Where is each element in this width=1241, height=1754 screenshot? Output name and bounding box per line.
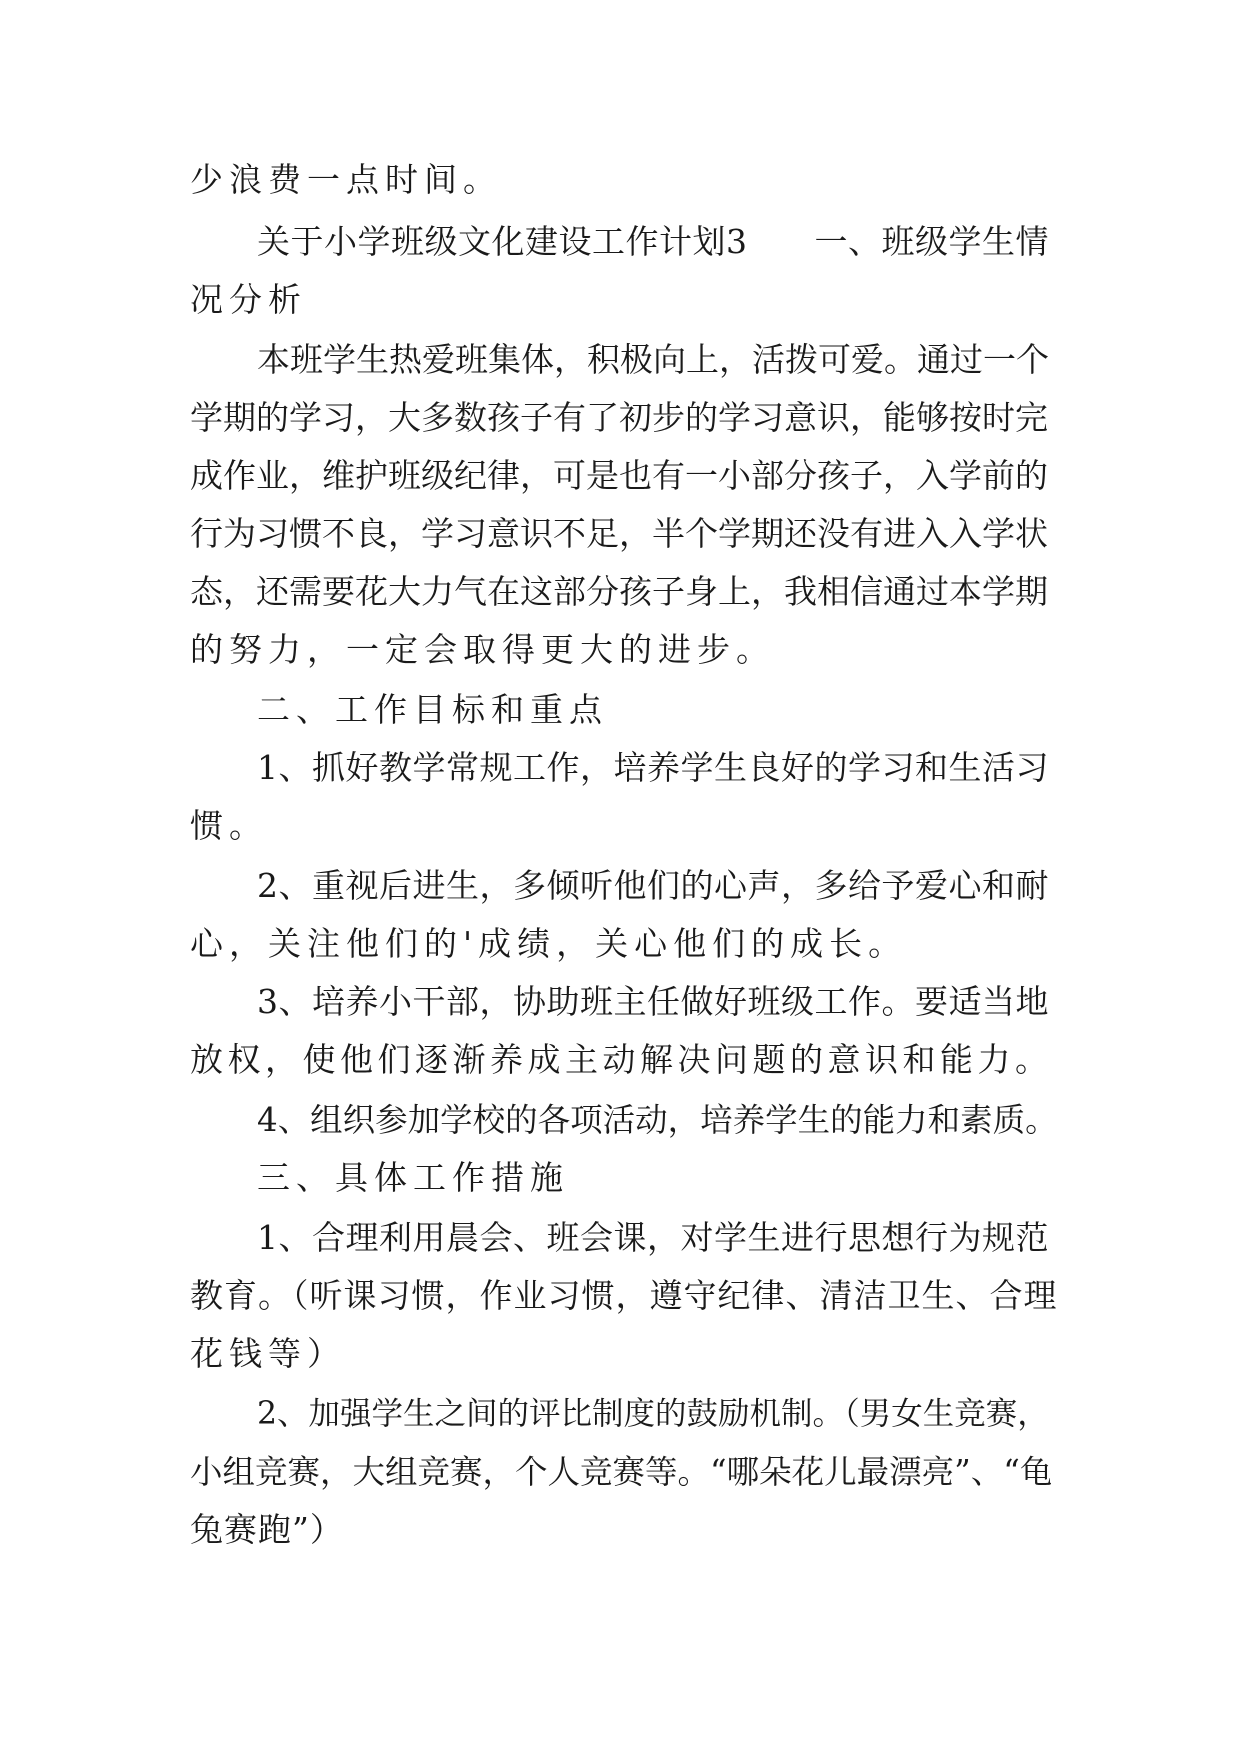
text-line: 3、培养小干部，协助班主任做好班级工作。要适当地 [257,982,1049,1021]
section-heading: 三、具体工作措施 [257,1158,569,1197]
text-line: 4、组织参加学校的各项活动，培养学生的能力和素质。 [257,1101,1058,1139]
text-line: 况分析 [190,280,307,319]
text-line: 态，还需要花大力气在这部分孩子身上，我相信通过本学期 [190,572,1048,611]
text-line: 本班学生热爱班集体，积极向上，活拨可爱。通过一个 [257,340,1049,379]
text-line: 关于小学班级文化建设工作计划3 一、班级学生情 [257,222,1049,261]
text-line: 少浪费一点时间。 [190,160,502,199]
text-line: 学期的学习，大多数孩子有了初步的学习意识，能够按时完 [190,398,1048,437]
text-line: 2、加强学生之间的评比制度的鼓励机制。（男女生竞赛， [257,1396,1049,1432]
text-line: 1、抓好教学常规工作，培养学生良好的学习和生活习 [257,748,1049,787]
text-line: 2、重视后进生，多倾听他们的心声，多给予爱心和耐 [257,866,1049,905]
text-line: 教育。（听课习惯，作业习惯，遵守纪律、清洁卫生、合理 [190,1276,1058,1315]
text-line: 行为习惯不良，学习意识不足，半个学期还没有进入入学状 [190,514,1048,553]
text-line: 1、合理利用晨会、班会课，对学生进行思想行为规范 [257,1218,1049,1257]
text-line: 花钱等） [190,1334,346,1373]
text-line: 放权，使他们逐渐养成主动解决问题的意识和能力。 [190,1040,1053,1079]
text-line: 心，关注他们的'成绩，关心他们的成长。 [190,924,908,963]
text-line: 小组竞赛，大组竞赛，个人竞赛等。“哪朵花儿最漂亮”、“龟 [190,1453,1053,1491]
text-line: 兔赛跑”） [190,1510,344,1549]
text-line: 成作业，维护班级纪律，可是也有一小部分孩子，入学前的 [190,456,1048,495]
text-line: 惯。 [190,806,268,845]
text-line: 的努力，一定会取得更大的进步。 [190,630,775,669]
section-heading: 二、工作目标和重点 [257,690,608,729]
